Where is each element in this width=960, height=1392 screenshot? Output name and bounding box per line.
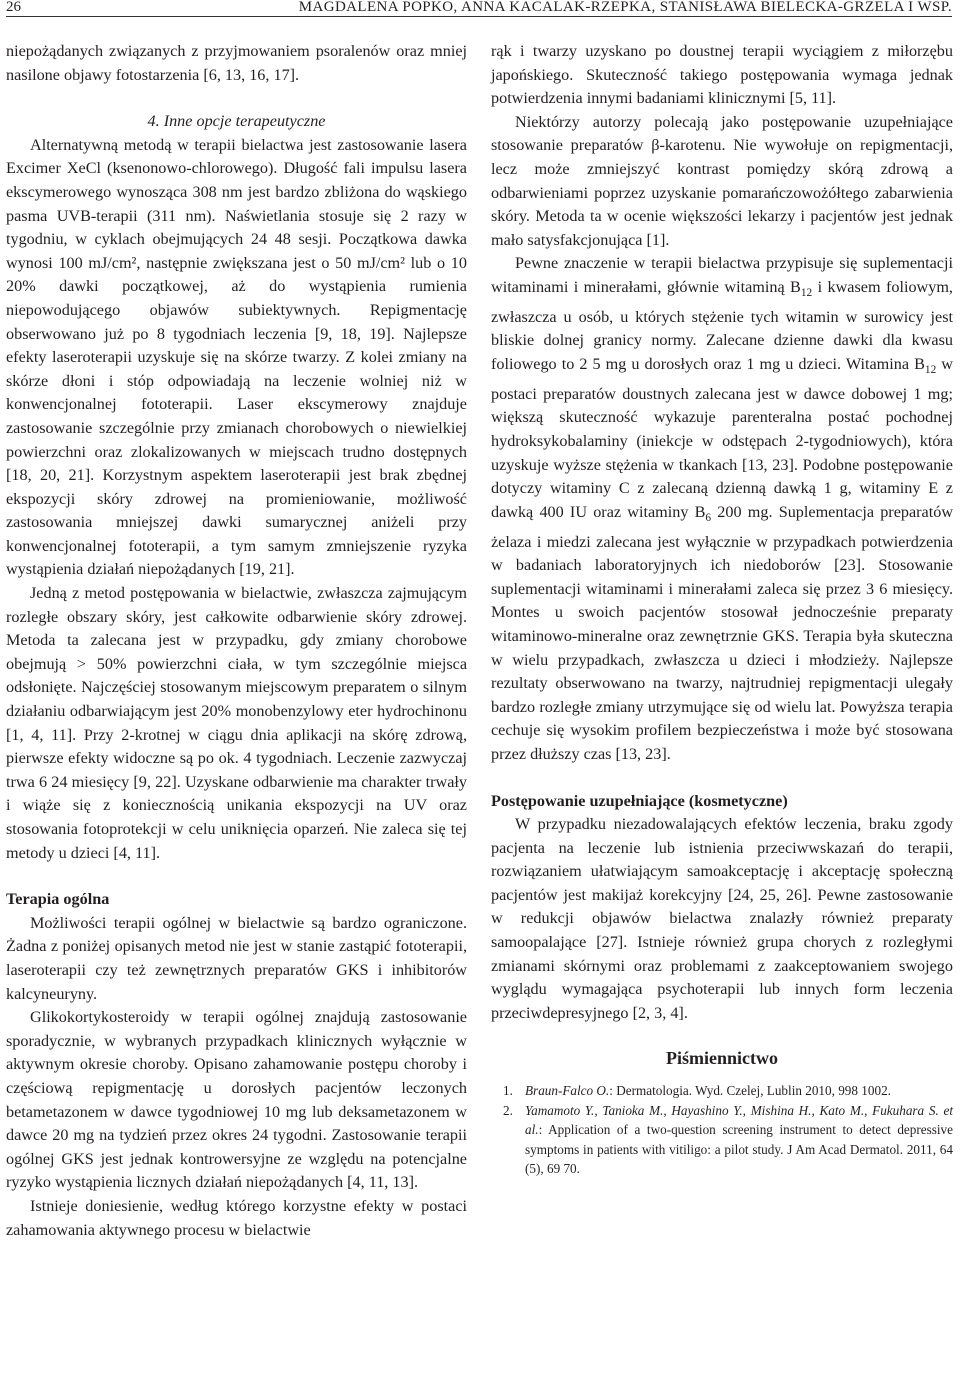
reference-item: 1. Braun-Falco O.: Dermatologia. Wyd. Czelej, Lublin 2010, 998 1002. xyxy=(503,1083,891,1099)
header-authors: MAGDALENA POPKO, ANNA KACALAK-RZEPKA, STANISŁAWA BIELECKA-GRZELA I WSP. xyxy=(298,0,952,15)
section-heading-other-options: 4. Inne opcje terapeutyczne xyxy=(147,112,326,131)
paragraph: Niektórzy autorzy polecają jako postępowanie uzupełniające stosowanie preparatów β-karotenu. Nie wywołuje on repigmentacji, lecz może zmniejszyć kontrast pomiędzy skórą zdrową a odbarwieniami poprzez uzyskanie pomarańczowożółtego zabarwienia skóry. Metoda ta w ocenie większości lekarzy i pacjentów jest jednak mało satysfakcjonująca [1]. xyxy=(491,112,953,249)
paragraph: rąk i twarzy uzyskano po doustnej terapii wyciągiem z miłorzębu japońskiego. Skuteczność takiego postępowania wymaga jednak potwierdzenia innymi badaniami klinicznymi [5, 11]. xyxy=(491,42,953,108)
references-heading: Piśmiennictwo xyxy=(666,1048,778,1069)
section-heading-general-therapy: Terapia ogólna xyxy=(6,890,110,909)
paragraph: Glikokortykosteroidy w terapii ogólnej znajdują zastosowanie sporadycznie, w wybranych przypadkach klinicznych wyłącznie w aktywnym okresie choroby. Opisano zahamowanie postępu choroby i częściową repigmentację u dorosłych pacjentów leczonych betametazonem w dawce tygodniowej 10 mg lub deksametazonem w dawce 20 mg na tydzień przez okres 24 tygodni. Zastosowanie terapii ogólnej GKS jest jednak kontrowersyjne ze względu na potencjalne ryzyko wystąpienia licznych działań niepożądanych [4, 11, 13]. xyxy=(6,1008,467,1192)
reference-item: 2. Yamamoto Y., Tanioka M., Hayashino Y., Mishina H., Kato M., Fukuhara S. et al.: Application of a two-question screening instrument to detect depressive symptoms in patients with vitiligo: a pilot study. J Am Acad Dermatol. 2011, 64 (5), 69 70. xyxy=(503,1102,953,1177)
paragraph: Istnieje doniesienie, według którego korzystne efekty w postaci zahamowania aktywnego procesu w bielactwie xyxy=(6,1196,467,1239)
paragraph: Jedną z metod postępowania w bielactwie, zwłaszcza zajmującym rozległe obszary skóry, jest całkowite odbarwienie skóry zdrowej. Metoda ta zalecana jest w przypadku, gdy zmiany chorobowe obejmują > 50% powierzchni ciała, w tym szczególnie miejsca odsłonięte. Najczęściej stosowanym miejscowym preparatem o silnym działaniu odbarwiającym jest 20% monobenzylowy eter hydrochinonu [1, 4, 11]. Przy 2-krotnej w ciągu dnia aplikacji na skórę zdrową, pierwsze efekty widoczne są po ok. 4 tygodniach. Leczenie zazwyczaj trwa 6 24 miesięcy [9, 22]. Uzyskane odbarwienie ma charakter trwały i wiąże się z koniecznością unikania ekspozycji na UV oraz stosowania fotoprotekcji w celu uniknięcia oparzeń. Nie zaleca się tej metody u dzieci [4, 11]. xyxy=(6,584,467,862)
paragraph: Alternatywną metodą w terapii bielactwa jest zastosowanie lasera Excimer XeCl (ksenonowo-chlorowego). Długość fali impulsu lasera ekscymerowego wynosząca 308 nm jest bardzo zbliżona do wąskiego pasma UVB-terapii (311 nm). Naświetlania stosuje się 2 razy w tygodniu, w cyklach obejmujących 24 48 sesji. Początkowa dawka wynosi 100 mJ/cm², następnie zwiększana jest o 50 mJ/cm² lub o 10 20% dawki początkowej, aż do wystąpienia rumienia niepowodującego objawów subiektywnych. Repigmentację obserwowano już po 8 tygodniach leczenia [9, 18, 19]. Najlepsze efekty laseroterapii uzyskuje się na skórze twarzy. Z kolei zmiany na skórze dłoni i stóp odpowiadają na leczenie wolniej niż w konwencjonalnej fototerapii. Laser ekscymerowy znajduje zastosowanie szczególnie przy zmianach chorobowych o niewielkiej powierzchni oraz zlokalizowanych w miejscach trudno dostępnych [18, 20, 21]. Korzystnym aspektem laseroterapii jest brak zbędnej ekspozycji skóry zdrowej na promieniowanie, możliwość zastosowania mniejszej dawki sumarycznej aniżeli przy konwencjonalnej fototerapii, a tym samym zmniejszenie ryzyka wystąpienia działań niepożądanych [19, 21]. xyxy=(6,135,467,579)
paragraph: niepożądanych związanych z przyjmowaniem psoralenów oraz mniej nasilone objawy fotostarzenia [6, 13, 16, 17]. xyxy=(6,42,467,84)
paragraph-vitamins: Pewne znaczenie w terapii bielactwa przypisuje się suplementacji witaminami i minerałami, głównie witaminą $B_{12}$ i kwasem foliowym, zwłaszcza u osób, u których stężenie tych witamin w surowicy jest bliskie dolnej granicy normy. Zalecane dzienne dawki dla kwasu foliowego to 2 5 mg u dorosłych oraz 1 mg u dzieci. Witamina $B_{12}$ w postaci preparatów doustnych zalecana jest w dawce dobowej 1 mg; większą skuteczność wykazuje parenteralna postać pochodnej hydroksykobalaminy (iniekcje w odstępach 2-tygodniowych), która uzyskuje wyższe stężenia w tkankach [13, 23]. Podobne postępowanie dotyczy witaminy C z zalecaną dzienną dawką 1 g, witaminy E z dawką 400 IU oraz witaminy $B_6$ 200 mg. Suplementacja preparatów żelaza i miedzi zalecana jest wyłącznie w przypadkach potwierdzenia w badaniach laboratoryjnych ich niedoborów [23]. Stosowanie suplementacji witaminami i minerałami zaleca się przez 3 6 miesięcy. Montes u swoich pacjentów stosował jednocześnie preparaty witaminowo-mineralne oraz zewnętrznie GKS. Terapia była skuteczna w wielu przypadkach, zwłaszcza u dzieci i młodzieży. Najlepsze rezultaty obserwowano na twarzy, najtrudniej repigmentacji ulegały bardzo rozległe zmiany utrzymujące się od wielu lat. Powyższa terapia cechuje się wysokim profilem bezpieczeństwa i może być stosowana przez dłuższy czas [13, 23]. xyxy=(491,254,954,763)
left-column xyxy=(6,40,467,1242)
paragraph: W przypadku niezadowalających efektów leczenia, braku zgody pacjenta na leczenie lub istnienia przeciwwskazań do terapii, rozwiązaniem ułatwiającym samoakceptację i akceptację społeczną pacjentów jest makijaż korekcyjny [24, 25, 26]. Pewne zastosowanie w redukcji objawów bielactwa znalazły również preparaty samoopalające [27]. Istnieje również grupa chorych z rozległymi zmianami skórnymi oraz problemami z zaakceptowaniem swojego wyglądu wymagająca psychoterapii lub innych form leczenia przeciwdepresyjnego [2, 3, 4]. xyxy=(491,815,953,1022)
running-header xyxy=(6,0,952,17)
section-heading-cosmetic: Postępowanie uzupełniające (kosmetyczne) xyxy=(491,791,788,810)
right-column xyxy=(491,40,953,1179)
page-number: 26 xyxy=(6,0,21,15)
paragraph: Możliwości terapii ogólnej w bielactwie są bardzo ograniczone. Żadna z poniżej opisanych metod nie jest w stanie zastąpić fototerapii, laseroterapii czy też zewnętrznych preparatów GKS i inhibitorów kalcyneuryny. xyxy=(6,913,467,1003)
references-list xyxy=(491,1081,953,1179)
